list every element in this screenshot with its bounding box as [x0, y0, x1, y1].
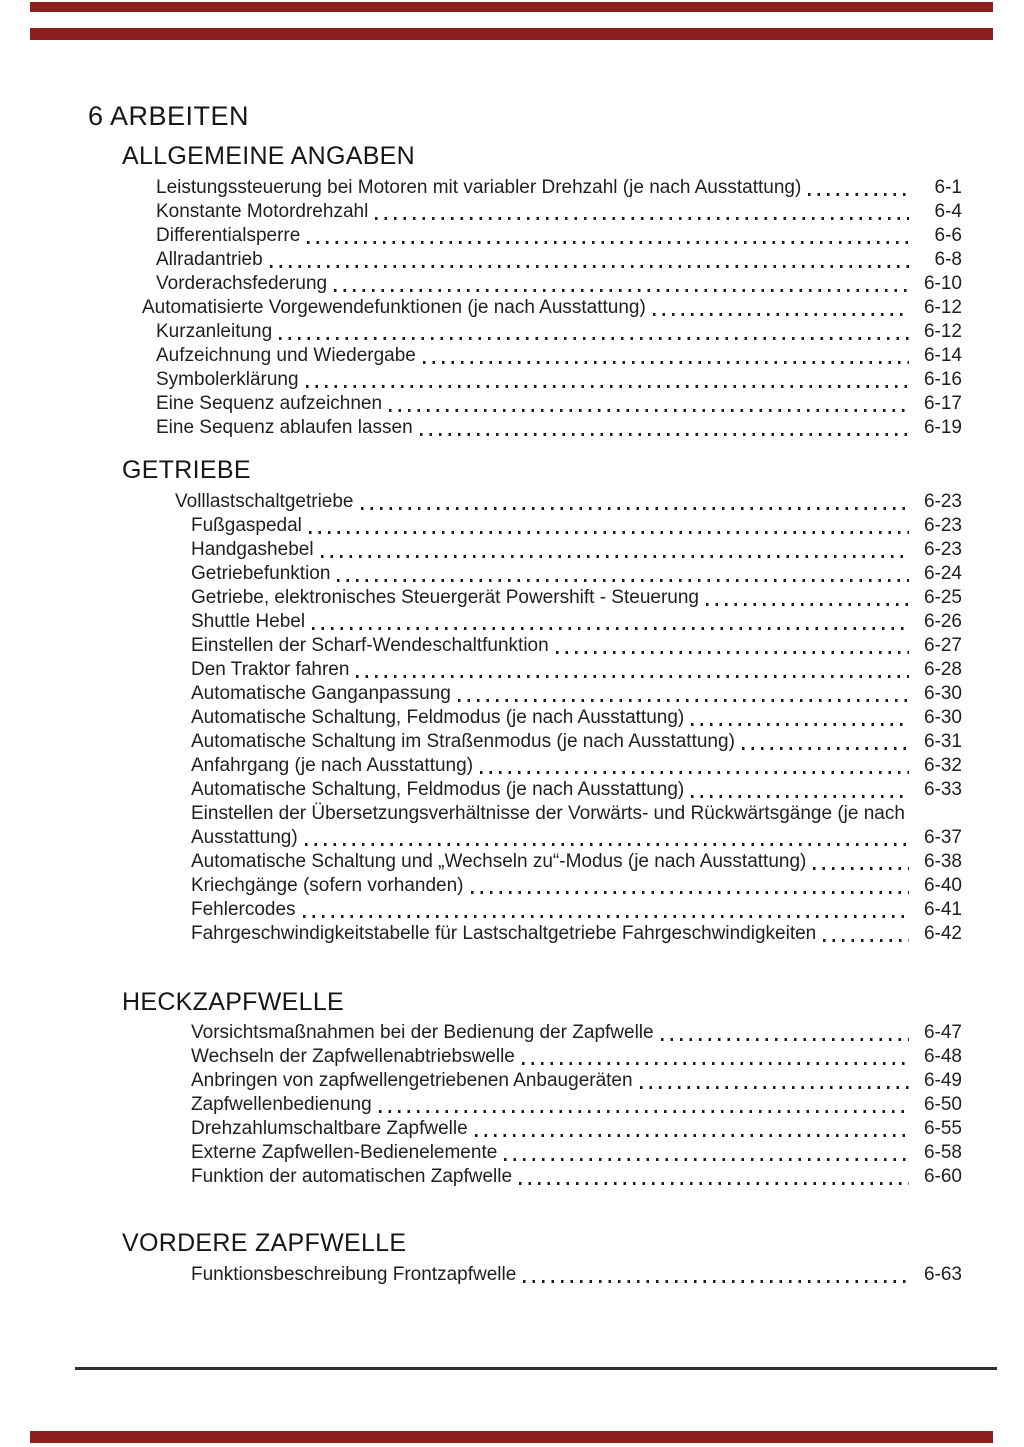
footer-rule — [75, 1367, 997, 1370]
section-title: ALLGEMEINE ANGABEN — [122, 142, 415, 171]
toc-entry-label: Eine Sequenz aufzeichnen — [156, 392, 383, 414]
toc-entry — [0, 224, 962, 248]
dot-leader — [270, 265, 909, 268]
toc-entry-label: Shuttle Hebel — [191, 610, 306, 632]
toc-entry-label: Fußgaspedal — [191, 514, 302, 536]
dot-leader — [307, 241, 909, 244]
toc-entry — [0, 898, 962, 922]
dot-leader — [334, 289, 909, 292]
toc-entry-label: Wechseln der Zapfwellenabtriebswelle — [191, 1046, 515, 1068]
toc-entry — [0, 562, 962, 586]
toc-entry-page: 6-38 — [923, 850, 962, 872]
dot-leader — [471, 891, 909, 894]
toc-entry-page: 6-25 — [923, 586, 962, 608]
toc-rows — [0, 1263, 962, 1287]
toc-entry-label: Vorsichtsmaßnahmen bei der Bedienung der Zapfwelle — [191, 1022, 654, 1044]
dot-leader — [309, 531, 909, 534]
toc-entry-label: Automatisierte Vorgewendefunktionen (je nach Ausstattung) — [142, 296, 646, 318]
toc-entry-label: Vorderachsfederung — [156, 272, 328, 294]
toc-entry-label: Automatische Schaltung, Feldmodus (je nach Ausstattung) — [191, 778, 685, 800]
toc-entry — [0, 706, 962, 730]
toc-entry — [0, 248, 962, 272]
dot-leader — [640, 1086, 909, 1089]
toc-entry — [0, 1021, 962, 1045]
toc-entry — [0, 682, 962, 706]
toc-entry — [0, 272, 962, 296]
toc-entry-page: 6-19 — [923, 416, 962, 438]
toc-entry-label: Automatische Schaltung und „Wechseln zu“-Modus (je nach Ausstattung) — [191, 850, 807, 872]
toc-entry-page: 6-12 — [923, 320, 962, 342]
dot-leader — [312, 627, 909, 630]
toc-entry-page: 6-23 — [923, 514, 962, 536]
toc-entry-page: 6-27 — [923, 634, 962, 656]
toc-entry-page: 6-10 — [923, 272, 962, 294]
toc-rows — [0, 490, 962, 946]
toc-entry — [0, 490, 962, 514]
toc-entry-page: 6-23 — [923, 538, 962, 560]
toc-rows — [0, 1021, 962, 1189]
toc-entry-label: Getriebe, elektronisches Steuergerät Powershift - Steuerung — [191, 586, 699, 608]
dot-leader — [823, 939, 909, 942]
toc-entry-label: Kurzanleitung — [156, 320, 273, 342]
toc-entry-page: 6-1 — [934, 176, 962, 198]
dot-leader — [691, 723, 909, 726]
dot-leader — [458, 699, 909, 702]
toc-entry-page: 6-32 — [923, 754, 962, 776]
toc-entry-page: 6-12 — [923, 296, 962, 318]
toc-section — [0, 142, 1024, 440]
toc-rows — [0, 176, 962, 440]
dot-leader — [361, 507, 910, 510]
toc-entry — [0, 1045, 962, 1069]
toc-entry-page: 6-47 — [923, 1022, 962, 1044]
dot-leader — [475, 1134, 909, 1137]
toc-entry — [0, 730, 962, 754]
toc-entry-label: Den Traktor fahren — [191, 658, 350, 680]
toc-entry — [0, 200, 962, 224]
toc-entry-page: 6-50 — [923, 1094, 962, 1116]
toc-entry — [0, 514, 962, 538]
toc-entry — [0, 874, 962, 898]
toc-entry-page: 6-16 — [923, 368, 962, 390]
toc-entry-label: Fehlercodes — [191, 898, 296, 920]
toc-section — [0, 1229, 1024, 1287]
toc-entry-label: Volllastschaltgetriebe — [175, 490, 354, 512]
toc-entry-label: Allradantrieb — [156, 248, 263, 270]
dot-leader — [523, 1280, 909, 1283]
toc-entry-page: 6-55 — [923, 1118, 962, 1140]
toc-entry-page: 6-37 — [923, 826, 962, 848]
toc-entry-label: Automatische Schaltung, Feldmodus (je nach Ausstattung) — [191, 706, 685, 728]
toc-entry-label: Kriechgänge (sofern vorhanden) — [191, 874, 464, 896]
toc-entry-page: 6-14 — [923, 344, 962, 366]
toc-entry-page: 6-58 — [923, 1142, 962, 1164]
dot-leader — [305, 843, 909, 846]
toc-entry-label: Zapfwellenbedienung — [191, 1094, 372, 1116]
toc-entry — [0, 802, 962, 826]
toc-entry-label: Anbringen von zapfwellengetriebenen Anbaugeräten — [191, 1070, 633, 1092]
toc-entry — [0, 538, 962, 562]
toc-entry-page: 6-17 — [923, 392, 962, 414]
toc-entry-page: 6-28 — [923, 658, 962, 680]
toc-entry-page: 6-60 — [923, 1166, 962, 1188]
toc-entry-label: Einstellen der Übersetzungsverhältnisse der Vorwärts- und Rückwärtsgänge (je nach — [191, 802, 905, 824]
dot-leader — [691, 795, 909, 798]
top-red-bar-1 — [30, 2, 993, 12]
toc-sections — [0, 142, 1024, 1287]
dot-leader — [306, 385, 909, 388]
toc-entry — [0, 778, 962, 802]
toc-entry-label: Differentialsperre — [156, 224, 301, 246]
dot-leader — [556, 651, 909, 654]
dot-leader — [356, 675, 909, 678]
dot-leader — [375, 217, 909, 220]
toc-entry-page: 6-30 — [923, 706, 962, 728]
dot-leader — [279, 337, 909, 340]
toc-entry-label: Einstellen der Scharf-Wendeschaltfunktion — [191, 634, 549, 656]
toc-entry-label: Funktion der automatischen Zapfwelle — [191, 1166, 513, 1188]
dot-leader — [303, 915, 909, 918]
toc-section — [0, 988, 1024, 1190]
dot-leader — [813, 867, 909, 870]
toc-entry — [0, 296, 962, 320]
toc-entry-page: 6-23 — [923, 490, 962, 512]
toc-entry-label: Funktionsbeschreibung Frontzapfwelle — [191, 1264, 517, 1286]
toc-entry — [0, 610, 962, 634]
toc-entry — [0, 1165, 962, 1189]
toc-entry — [0, 392, 962, 416]
toc-entry — [0, 320, 962, 344]
dot-leader — [337, 579, 909, 582]
toc-entry-page: 6-24 — [923, 562, 962, 584]
toc-entry — [0, 1141, 962, 1165]
toc-entry-page: 6-31 — [923, 730, 962, 752]
dot-leader — [661, 1038, 909, 1041]
toc-entry-page: 6-33 — [923, 778, 962, 800]
toc-entry — [0, 586, 962, 610]
toc-entry — [0, 922, 962, 946]
toc-entry-page: 6-26 — [923, 610, 962, 632]
toc-entry — [0, 1069, 962, 1093]
section-title: HECKZAPFWELLE — [122, 987, 345, 1016]
dot-leader — [653, 313, 909, 316]
toc-entry-label: Eine Sequenz ablaufen lassen — [156, 416, 413, 438]
toc-entry — [0, 368, 962, 392]
toc-entry-label: Konstante Motordrehzahl — [156, 200, 369, 222]
dot-leader — [389, 409, 909, 412]
toc-entry-label: Externe Zapfwellen-Bedienelemente — [191, 1142, 498, 1164]
bottom-red-bar — [30, 1431, 993, 1443]
toc-entry — [0, 658, 962, 682]
toc-entry — [0, 176, 962, 200]
toc-entry — [0, 1263, 962, 1287]
toc-entry-label: Fahrgeschwindigkeitstabelle für Lastschaltgetriebe Fahrgeschwindigkeiten — [191, 922, 817, 944]
toc-entry-page: 6-40 — [923, 874, 962, 896]
section-title: VORDERE ZAPFWELLE — [122, 1229, 407, 1258]
dot-leader — [808, 193, 909, 196]
toc-entry — [0, 850, 962, 874]
toc-entry-page: 6-42 — [923, 922, 962, 944]
toc-entry — [0, 754, 962, 778]
toc-entry-page: 6-41 — [923, 898, 962, 920]
toc-entry-label: Drehzahlumschaltbare Zapfwelle — [191, 1118, 468, 1140]
chapter-title: 6 ARBEITEN — [88, 101, 250, 131]
toc-entry — [0, 1093, 962, 1117]
toc-entry — [0, 416, 962, 440]
toc-entry-label: Aufzeichnung und Wiedergabe — [156, 344, 416, 366]
toc-entry-page: 6-30 — [923, 682, 962, 704]
dot-leader — [519, 1182, 909, 1185]
toc-entry-page: 6-8 — [934, 248, 962, 270]
toc-entry-label: Ausstattung) — [191, 826, 298, 848]
dot-leader — [522, 1062, 909, 1065]
toc-entry — [0, 1117, 962, 1141]
toc-entry-page: 6-49 — [923, 1070, 962, 1092]
toc-entry-label: Getriebefunktion — [191, 562, 331, 584]
toc-entry-page: 6-48 — [923, 1046, 962, 1068]
toc-entry-label: Leistungssteuerung bei Motoren mit variabler Drehzahl (je nach Ausstattung) — [156, 176, 802, 198]
dot-leader — [321, 555, 909, 558]
toc-entry-label: Symbolerklärung — [156, 368, 299, 390]
toc-entry — [0, 634, 962, 658]
dot-leader — [742, 747, 909, 750]
dot-leader — [379, 1110, 909, 1113]
dot-leader — [423, 361, 909, 364]
top-red-bar-2 — [30, 28, 993, 40]
toc-entry-page: 6-6 — [934, 224, 962, 246]
toc-entry-label: Anfahrgang (je nach Ausstattung) — [191, 754, 474, 776]
toc-entry-label: Automatische Schaltung im Straßenmodus (je nach Ausstattung) — [191, 730, 735, 752]
dot-leader — [706, 603, 909, 606]
dot-leader — [504, 1158, 909, 1161]
toc-section — [0, 456, 1024, 946]
toc-entry-label: Automatische Ganganpassung — [191, 682, 451, 704]
toc-entry — [0, 344, 962, 368]
dot-leader — [480, 771, 909, 774]
toc-entry-label: Handgashebel — [191, 538, 314, 560]
dot-leader — [420, 433, 909, 436]
toc-entry — [0, 826, 962, 850]
section-title: GETRIEBE — [122, 455, 251, 484]
toc-entry-page: 6-63 — [923, 1264, 962, 1286]
toc-entry-page: 6-4 — [934, 200, 962, 222]
